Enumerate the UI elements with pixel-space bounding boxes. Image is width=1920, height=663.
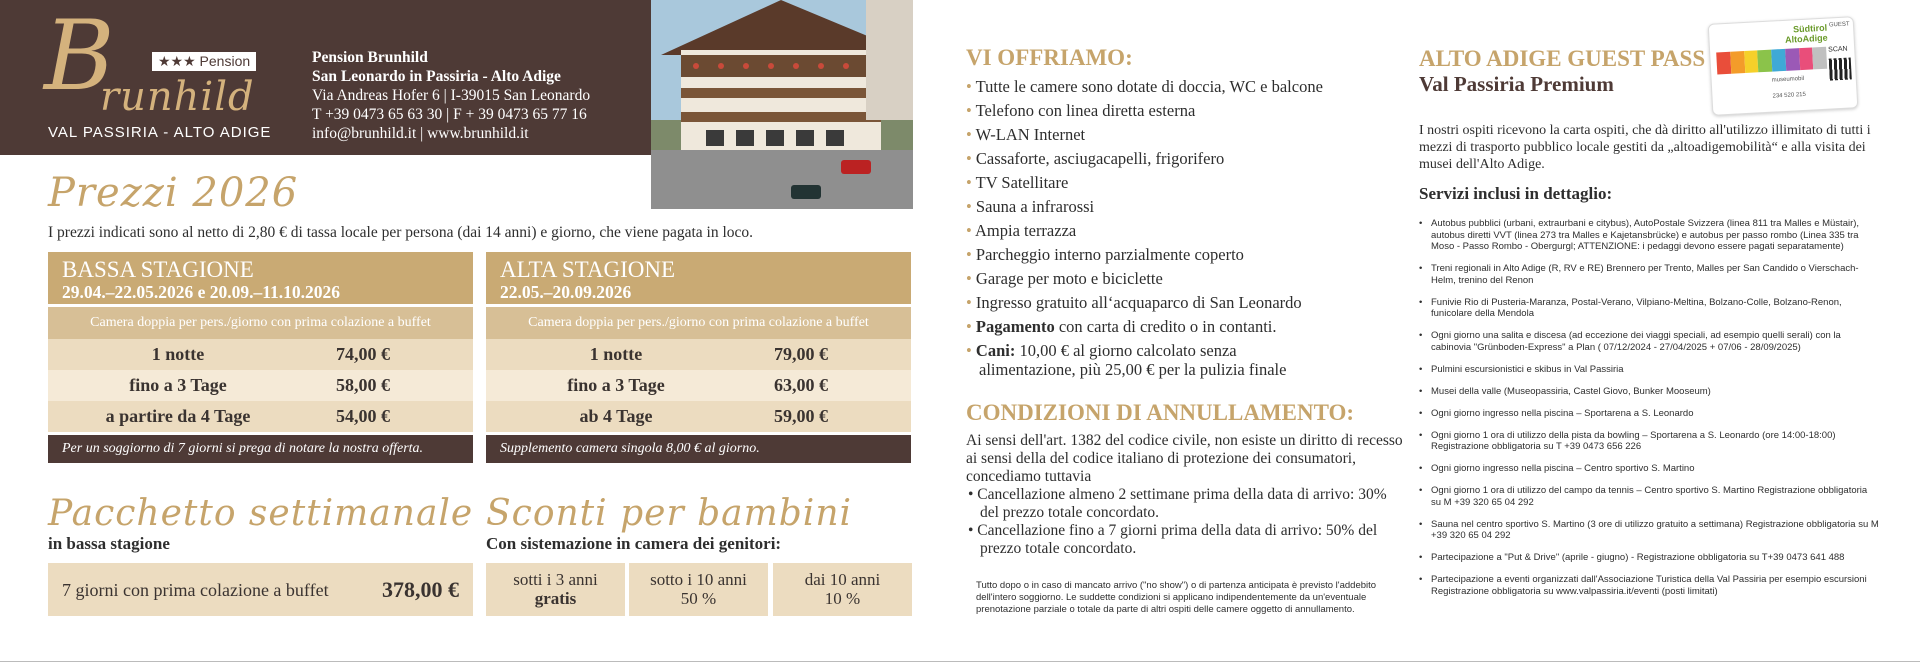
kids-discount-box (486, 563, 625, 616)
price-value: 58,00 € (336, 375, 390, 395)
service-item: • Ogni giorno ingresso nella piscina – Sportarena a S. Leonardo (1419, 408, 1879, 420)
price-table (486, 339, 911, 432)
service-item: • Funivie Rio di Pusteria-Maranza, Postal-Verano, Vilpiano-Meltina, Bolzano-Colle, Bolzano-Renon, funicolare della Mendola (1419, 297, 1879, 320)
package-title: Pacchetto settimanale (48, 493, 474, 534)
service-item: • Musei della valle (Museopassiria, Castel Giovo, Bunker Mooseum) (1419, 386, 1879, 398)
offer-title: VI OFFRIAMO: (966, 45, 1133, 70)
kids-discount-box (773, 563, 912, 616)
season-footnote: Supplemento camera singola 8,00 € al giorno. (486, 435, 911, 463)
season-name: ALTA STAGIONE (500, 257, 675, 282)
services-list (1419, 218, 1879, 608)
price-value: 74,00 € (336, 344, 390, 364)
offer-item: • Sauna a infrarossi (966, 195, 1323, 219)
dogs-text: 10,00 € al giorno calcolato senza (1015, 341, 1237, 360)
season-low (48, 252, 473, 463)
season-header (48, 252, 473, 304)
guestpass-card (1708, 16, 1859, 116)
offer-item: • TV Satellitare (966, 171, 1323, 195)
services-title: Servizi inclusi in dettaglio: (1419, 184, 1613, 203)
bottom-divider (0, 661, 1920, 662)
service-item: • Treni regionali in Alto Adige (R, RV e RE) Brennero per Trento, Malles per San Candido o Vierschach-Helm, trenino del Renon (1419, 263, 1879, 286)
payment-text: con carta di credito o in contanti. (1054, 317, 1277, 336)
price-label: ab 4 Tage (579, 406, 653, 426)
kids-discount: 50 % (680, 589, 717, 608)
cancel-title: CONDIZIONI DI ANNULLAMENTO: (966, 400, 1355, 425)
contact-place: San Leonardo in Passiria - Alto Adige (312, 68, 561, 85)
guestpass-title: ALTO ADIGE GUEST PASS (1419, 46, 1706, 71)
offer-item: • Parcheggio interno parzialmente coperto (966, 243, 1323, 267)
price-row (48, 401, 473, 432)
card-stripes (1716, 47, 1827, 75)
offer-item: • Ampia terrazza (966, 219, 1323, 243)
offer-item: • Cassaforte, asciugacapelli, frigorifero (966, 147, 1323, 171)
prices-title: Prezzi 2026 (48, 170, 299, 216)
kids-age: sotto i 10 anni (650, 570, 747, 589)
service-item: • Ogni giorno una salita e discesa (ad eccezione dei viaggi speciali, ad esempio quelli serali) con la cabinovia "Grünboden-Express" a Plan ( 07/12/2024 - 27/04/2025 + 07/06 - 28/09/2025) (1419, 330, 1879, 353)
dogs-label: Cani: (975, 341, 1016, 360)
package-price: 378,00 € (382, 576, 459, 602)
contact-phone: T +39 0473 65 63 30 | F + 39 0473 65 77 16 (312, 106, 587, 123)
card-museum: museumobil (1771, 75, 1805, 84)
service-item: • Pulmini escursionistici e skibus in Val Passiria (1419, 364, 1879, 376)
price-label: fino a 3 Tage (567, 375, 665, 395)
service-item: • Ogni giorno 1 ora di utilizzo del campo da tennis – Centro sportivo S. Martino Registrazione obbligatoria su M +39 320 65 04 292 (1419, 485, 1879, 508)
guestpass-subtitle: Val Passiria Premium (1419, 72, 1614, 96)
kids-title: Sconti per bambini (486, 493, 853, 534)
season-dates: 22.05.–20.09.2026 (500, 282, 632, 302)
kids-age: sotti i 3 anni (513, 570, 598, 589)
offer-item-payment (966, 315, 1323, 339)
card-number: 234 520 215 (1772, 91, 1807, 100)
season-header (486, 252, 911, 304)
payment-label: Pagamento (975, 317, 1055, 336)
offer-item-dogs (966, 339, 1323, 382)
contact-name: Pension Brunhild (312, 49, 428, 66)
service-item: • Partecipazione a "Put & Drive" (aprile - giugno) - Registrazione obbligatoria su T+39 0473 641 488 (1419, 552, 1879, 564)
service-item: • Autobus pubblici (urbani, extraurbani e citybus), AutoPostale Svizzera (linea 811 tra Malles e Müstair), autobus diretti VVT (linea 273 tra Malles e Kajetansbrücke) e autobus per passo rombo (Linea 335 tra Moso - Passo Rombo - Obergurgl; ATTENZIONE: i pedaggi devono essere pagati separatamente) (1419, 218, 1879, 253)
offer-item: • Garage per moto e biciclette (966, 267, 1323, 291)
price-row (486, 339, 911, 370)
kids-age: dai 10 anni (804, 570, 881, 589)
cancel-bullet: • Cancellazione fino a 7 giorni prima della data di arrivo: 50% del prezzo totale concordato. (968, 522, 1378, 557)
logo-wordmark: runhild (100, 74, 255, 120)
package-text: 7 giorni con prima colazione a buffet (62, 579, 329, 600)
price-label: fino a 3 Tage (129, 375, 227, 395)
price-row (486, 401, 911, 432)
cancel-fineprint: Tutto dopo o in caso di mancato arrivo ("no show") o di partenza anticipata è previsto l'addebito dell'intero soggiorno. Le suddette condizioni si applicano indipendentemente da un'eventuale prenotazione parziale o totale da parte di altri ospiti delle camere oggetto di annullamento. (976, 580, 1377, 615)
price-value: 79,00 € (774, 344, 828, 364)
price-row (48, 339, 473, 370)
price-value: 63,00 € (774, 375, 828, 395)
season-subtitle: Camera doppia per pers./giorno con prima colazione a buffet (486, 307, 911, 339)
cancel-intro: Ai sensi dell'art. 1382 del codice civile, non esiste un diritto di recesso ai sensi della del codice italiano di protezione dei consumatori, concediamo tuttavia (966, 432, 1403, 485)
contact-address: Via Andreas Hofer 6 | I-39015 San Leonardo (312, 87, 591, 104)
price-value: 54,00 € (336, 406, 390, 426)
price-label: 1 notte (151, 344, 205, 364)
service-item: • Ogni giorno ingresso nella piscina – Centro sportivo S. Martino (1419, 463, 1879, 475)
package-box (48, 563, 473, 616)
kids-discount: gratis (534, 589, 577, 608)
season-high (486, 252, 911, 463)
service-item: • Ogni giorno 1 ora di utilizzo della pista da bowling – Sportarena a S. Leonardo (ore 14:00-18:00) Registrazione obbligatoria su T +39 0473 656 226 (1419, 430, 1879, 453)
kids-discount: 10 % (824, 589, 861, 608)
cancel-bullet: • Cancellazione almeno 2 settimane prima della data di arrivo: 30% del prezzo totale concordato. (968, 486, 1387, 521)
offer-item: • Tutte le camere sono dotate di doccia, WC e balcone (966, 75, 1323, 99)
price-table (48, 339, 473, 432)
season-name: BASSA STAGIONE (62, 257, 254, 282)
package-subtitle: in bassa stagione (48, 534, 170, 553)
prices-note: I prezzi indicati sono al netto di 2,80 € di tassa locale per persona (dai 14 anni) e giorno, che viene pagata in loco. (48, 224, 754, 241)
price-label: a partire da 4 Tage (105, 406, 251, 426)
qr-code-icon (1829, 57, 1852, 80)
guestpass-intro: I nostri ospiti ricevono la carta ospiti, che dà diritto all'utilizzo illimitato di tutti i mezzi di trasporto pubblico locale gestiti da „altoadigemobilità“ e alla visita dei musei dell'Alto Adige. (1419, 123, 1871, 172)
season-subtitle: Camera doppia per pers./giorno con prima colazione a buffet (48, 307, 473, 339)
cancel-text (966, 432, 1406, 558)
hotel-photo (651, 0, 913, 209)
logo-tagline: VAL PASSIRIA - ALTO ADIGE (48, 124, 272, 141)
service-item: • Sauna nel centro sportivo S. Martino (3 ore di utilizzo gratuito a settimana) Registrazione obbligatoria su M +39 320 65 04 292 (1419, 519, 1879, 542)
kids-subtitle: Con sistemazione in camera dei genitori: (486, 534, 782, 553)
price-label: 1 notte (589, 344, 643, 364)
card-scan: SCAN (1828, 45, 1848, 54)
season-footnote: Per un soggiorno di 7 giorni si prega di notare la nostra offerta. (48, 435, 473, 463)
offer-list (966, 75, 1323, 382)
card-brand: Südtirol AltoAdige (1784, 22, 1828, 45)
logo-initial: B (44, 0, 115, 112)
logo-badge: ★★★ Pension (152, 52, 256, 71)
offer-item: • Telefono con linea diretta esterna (966, 99, 1323, 123)
dogs-text-cont: alimentazione, più 25,00 € per la pulizia finale (979, 360, 1287, 379)
season-dates: 29.04.–22.05.2026 e 20.09.–11.10.2026 (62, 282, 341, 302)
service-item: • Partecipazione a eventi organizzati dall'Associazione Turistica della Val Passiria per esempio escursioni Registrazione obbligatoria su www.valpassiria.it/eventi (posti limitati) (1419, 574, 1879, 597)
contact-web[interactable]: info@brunhild.it | www.brunhild.it (312, 125, 529, 142)
card-guest: GUEST (1828, 21, 1850, 29)
kids-discount-box (629, 563, 768, 616)
price-value: 59,00 € (774, 406, 828, 426)
price-row (48, 370, 473, 401)
contact-block (312, 48, 590, 143)
offer-item: • Ingresso gratuito all‘acquaparco di San Leonardo (966, 291, 1323, 315)
offer-item: • W-LAN Internet (966, 123, 1323, 147)
price-row (486, 370, 911, 401)
